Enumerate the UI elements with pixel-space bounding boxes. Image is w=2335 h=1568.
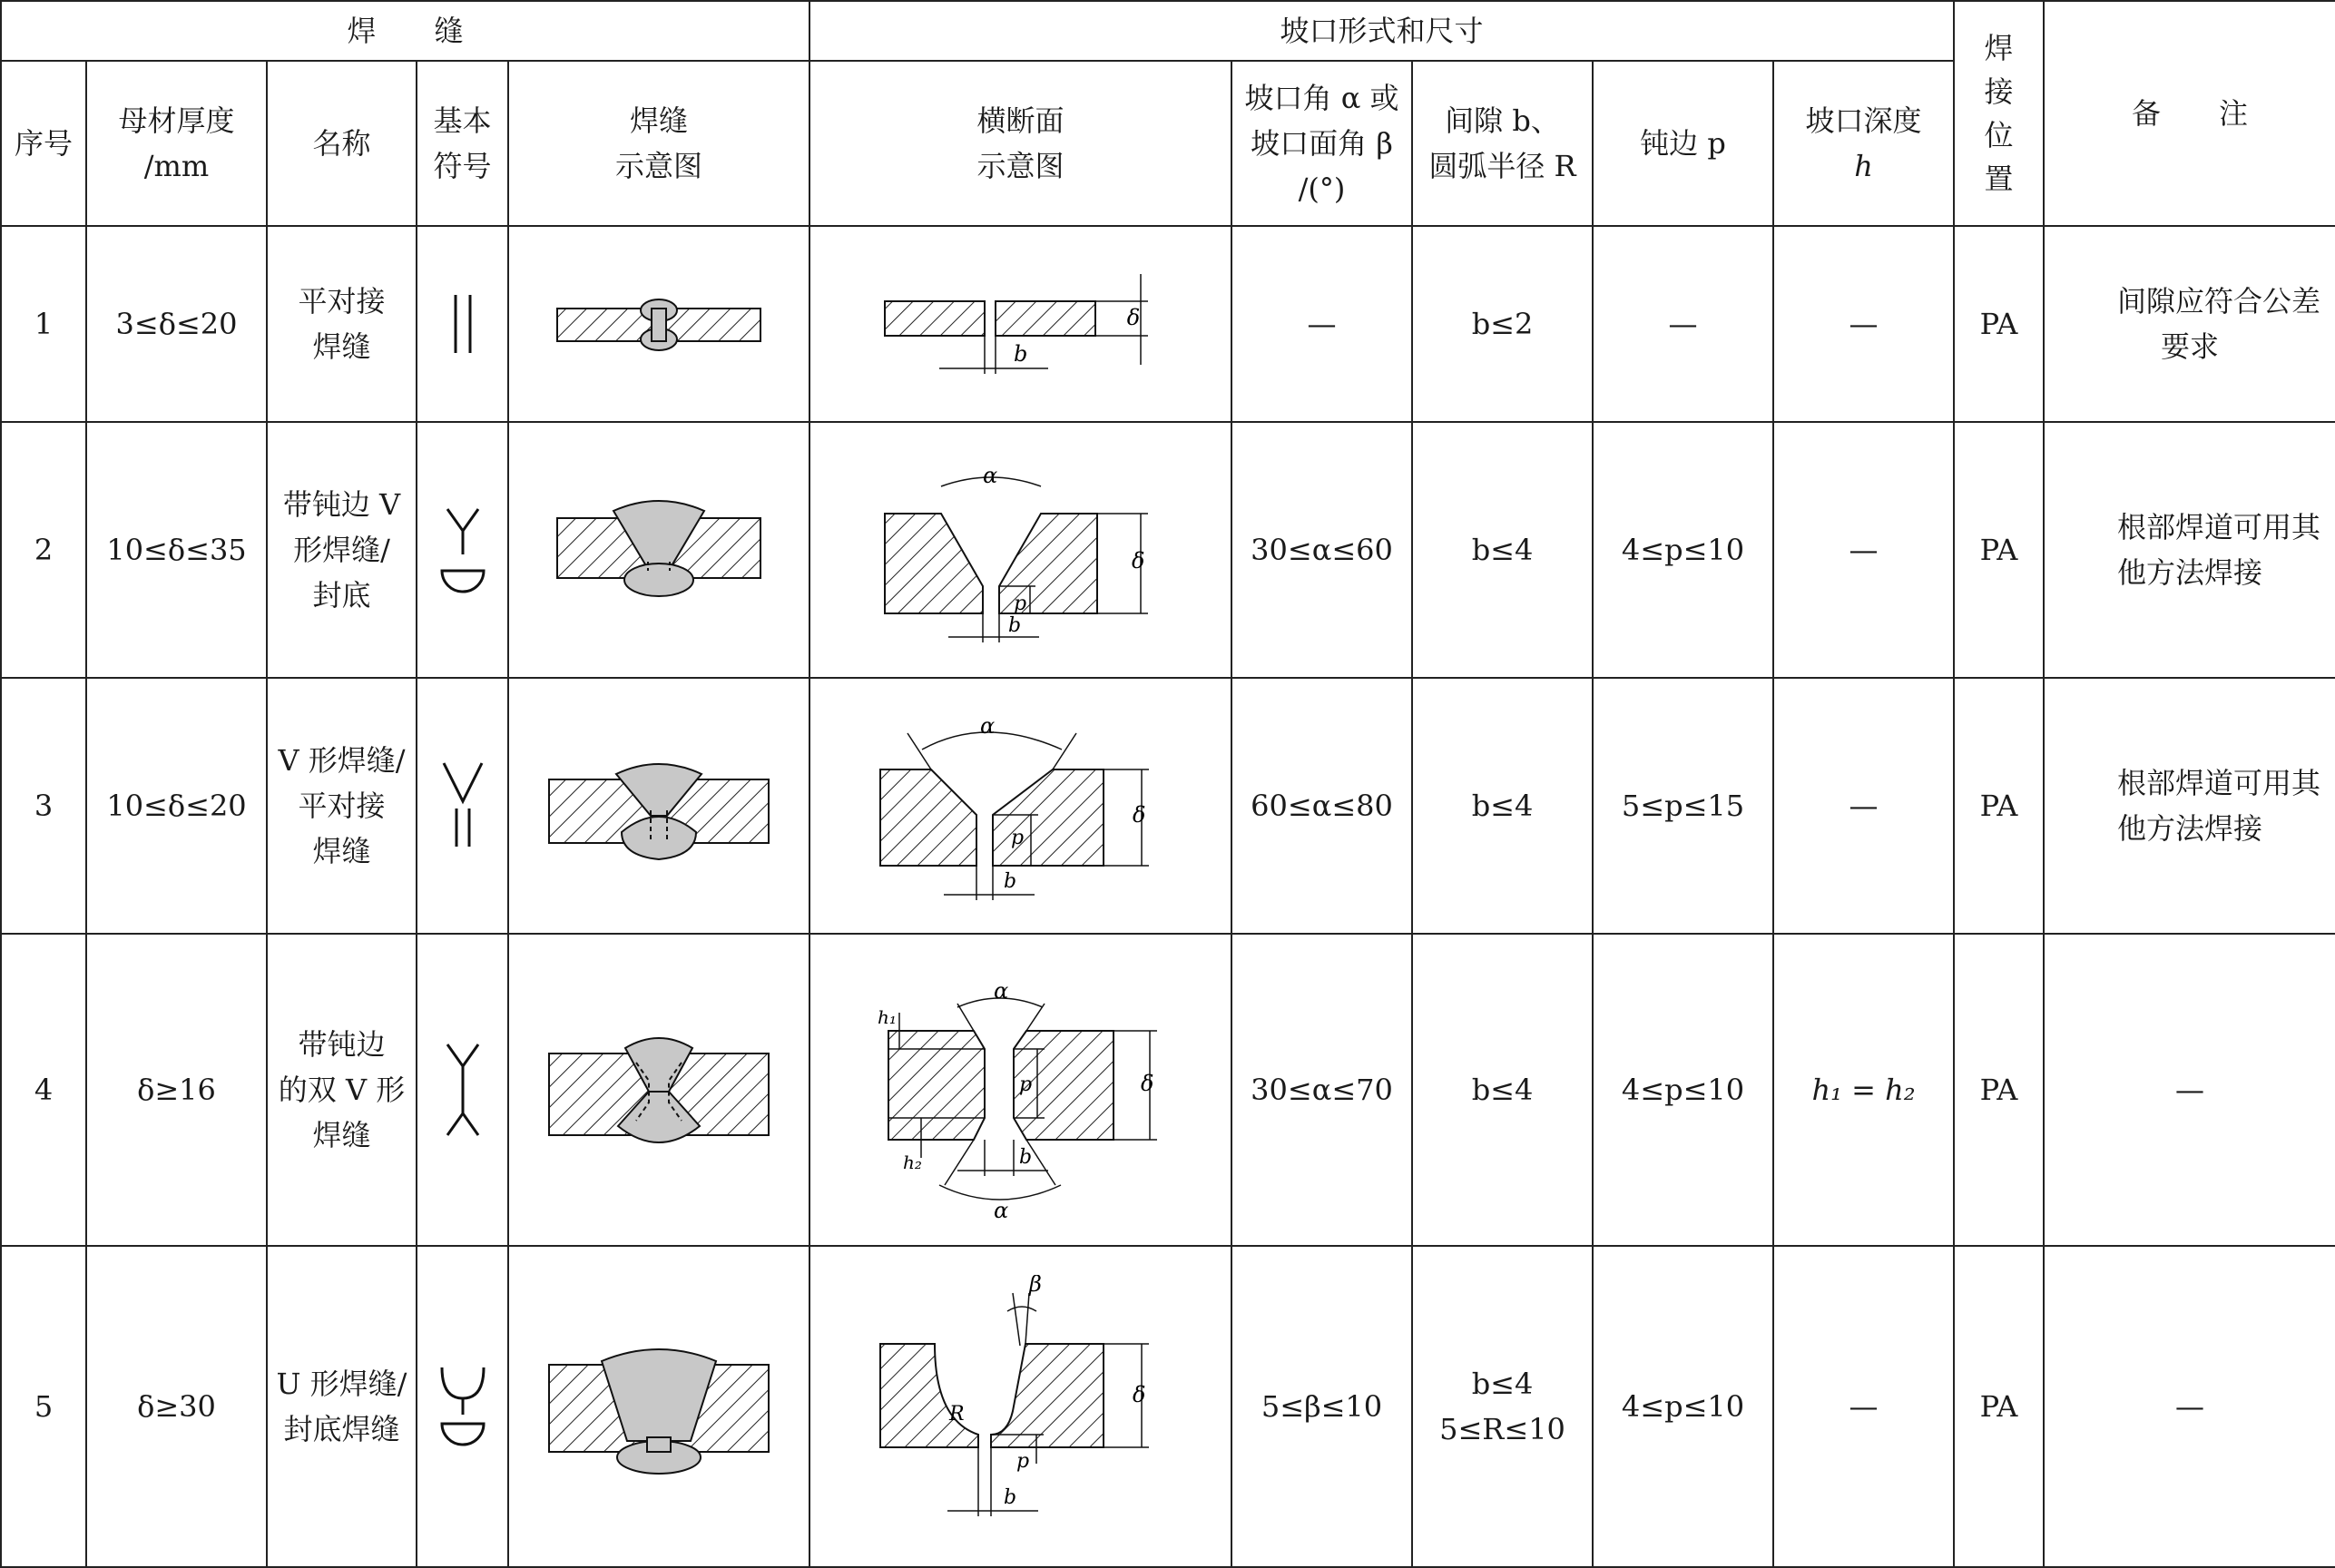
label-delta: δ — [1132, 1382, 1145, 1407]
header-seq: 序号 — [1, 61, 86, 226]
thickness-cell: 3≤δ≤20 — [86, 226, 267, 422]
land-cell: 4≤p≤10 — [1593, 934, 1773, 1246]
symbol-cell — [417, 678, 508, 934]
weld-sketch-cell — [508, 1246, 809, 1567]
weld-sketch-cell — [508, 226, 809, 422]
cross-section-5 — [871, 1275, 1171, 1538]
header-land: 钝边 p — [1593, 61, 1773, 226]
header-name: 名称 — [267, 61, 417, 226]
table-row — [1, 226, 2335, 422]
label-beta: β — [1028, 1275, 1042, 1297]
label-b: b — [1003, 1486, 1016, 1509]
name-cell: 带钝边 的双 V 形 焊缝 — [267, 934, 417, 1246]
weld-sketch-cell — [508, 678, 809, 934]
cross-section-cell — [809, 226, 1231, 422]
remark-cell: 间隙应符合公差 要求 — [2044, 226, 2335, 422]
depth-cell: — — [1773, 422, 1954, 678]
label-p: p — [1015, 1450, 1029, 1473]
label-b: b — [1018, 1146, 1032, 1169]
weld-sketch-cell — [508, 934, 809, 1246]
angle-cell: 5≤β≤10 — [1231, 1246, 1412, 1567]
header-position: 焊接位置 — [1954, 1, 2044, 226]
label-h1: h₁ — [877, 1006, 897, 1028]
position-cell: PA — [1954, 422, 2044, 678]
seq-cell: 2 — [1, 422, 86, 678]
header-angle: 坡口角 α 或 坡口面角 β /(°) — [1231, 61, 1412, 226]
label-alpha-lower: α — [993, 1198, 1008, 1221]
label-p: p — [1018, 1073, 1032, 1096]
label-b: b — [1007, 614, 1021, 637]
depth-cell: h₁ = h₂ — [1773, 934, 1954, 1246]
position-cell: PA — [1954, 678, 2044, 934]
symbol-cell — [417, 422, 508, 678]
cross-section-cell — [809, 934, 1231, 1246]
table-row — [1, 1246, 2335, 1567]
name-cell: U 形焊缝/ 封底焊缝 — [267, 1246, 417, 1567]
header-symbol: 基本 符号 — [417, 61, 508, 226]
position-cell: PA — [1954, 1246, 2044, 1567]
label-R: R — [948, 1403, 965, 1426]
cross-section-4 — [867, 958, 1175, 1221]
seq-cell: 3 — [1, 678, 86, 934]
seq-cell: 4 — [1, 934, 86, 1246]
header-groove-group: 坡口形式和尺寸 — [809, 1, 1954, 61]
angle-cell: — — [1231, 226, 1412, 422]
weld-sketch-3 — [545, 738, 772, 874]
label-alpha: α — [979, 713, 995, 739]
gap-cell: b≤4 5≤R≤10 — [1412, 1246, 1593, 1567]
square-butt-weld-symbol-icon — [436, 288, 490, 360]
header-weld-group: 焊 缝 — [1, 1, 809, 61]
symbol-cell — [417, 226, 508, 422]
land-cell: 5≤p≤15 — [1593, 678, 1773, 934]
symbol-cell — [417, 934, 508, 1246]
v-over-square-weld-symbol-icon — [431, 756, 495, 856]
label-delta: δ — [1131, 548, 1144, 573]
y-weld-with-backing-run-symbol-icon — [431, 500, 495, 600]
position-cell: PA — [1954, 226, 2044, 422]
u-weld-with-backing-run-symbol-icon — [431, 1357, 495, 1456]
label-alpha: α — [993, 978, 1008, 1004]
header-row-1 — [1, 1, 2335, 61]
weld-sketch-4 — [545, 1008, 772, 1171]
label-p: p — [1013, 593, 1026, 615]
label-p: p — [1010, 827, 1024, 849]
label-alpha: α — [982, 463, 997, 488]
header-section: 横断面 示意图 — [809, 61, 1231, 226]
land-cell: 4≤p≤10 — [1593, 422, 1773, 678]
name-cell: 平对接 焊缝 — [267, 226, 417, 422]
thickness-cell: δ≥16 — [86, 934, 267, 1246]
land-cell: 4≤p≤10 — [1593, 1246, 1773, 1567]
seq-cell: 1 — [1, 226, 86, 422]
angle-cell: 30≤α≤60 — [1231, 422, 1412, 678]
label-delta: δ — [1126, 305, 1140, 330]
depth-cell: — — [1773, 1246, 1954, 1567]
position-cell: PA — [1954, 934, 2044, 1246]
cross-section-cell — [809, 678, 1231, 934]
angle-cell: 60≤α≤80 — [1231, 678, 1412, 934]
angle-cell: 30≤α≤70 — [1231, 934, 1412, 1246]
gap-cell: b≤4 — [1412, 422, 1593, 678]
depth-cell: — — [1773, 678, 1954, 934]
header-depth: 坡口深度 h — [1773, 61, 1954, 226]
header-remark: 备 注 — [2044, 1, 2335, 226]
double-y-weld-symbol-icon — [431, 1035, 495, 1144]
label-b: b — [1013, 341, 1027, 367]
cross-section-3 — [871, 706, 1171, 906]
gap-cell: b≤2 — [1412, 226, 1593, 422]
table-row — [1, 934, 2335, 1246]
seq-cell: 5 — [1, 1246, 86, 1567]
header-sketch: 焊缝 示意图 — [508, 61, 809, 226]
symbol-cell — [417, 1246, 508, 1567]
remark-cell: 根部焊道可用其 他方法焊接 — [2044, 678, 2335, 934]
gap-cell: b≤4 — [1412, 678, 1593, 934]
cross-section-cell — [809, 1246, 1231, 1567]
label-h2: h₂ — [902, 1152, 922, 1173]
table-row — [1, 678, 2335, 934]
depth-cell: — — [1773, 226, 1954, 422]
weld-sketch-5 — [545, 1325, 772, 1488]
header-gap: 间隙 b、 圆弧半径 R — [1412, 61, 1593, 226]
header-thickness: 母材厚度 /mm — [86, 61, 267, 226]
land-cell: — — [1593, 226, 1773, 422]
name-cell: V 形焊缝/ 平对接 焊缝 — [267, 678, 417, 934]
weld-sketch-1 — [550, 283, 768, 365]
remark-cell: — — [2044, 1246, 2335, 1567]
cross-section-1 — [876, 256, 1166, 392]
cross-section-2 — [876, 450, 1166, 650]
label-delta: δ — [1132, 802, 1145, 828]
thickness-cell: 10≤δ≤20 — [86, 678, 267, 934]
weld-sketch-cell — [508, 422, 809, 678]
name-cell: 带钝边 V 形焊缝/ 封底 — [267, 422, 417, 678]
cross-section-cell — [809, 422, 1231, 678]
gap-cell: b≤4 — [1412, 934, 1593, 1246]
table-row — [1, 422, 2335, 678]
weld-sketch-2 — [550, 482, 768, 618]
remark-cell: — — [2044, 934, 2335, 1246]
thickness-cell: 10≤δ≤35 — [86, 422, 267, 678]
remark-cell: 根部焊道可用其 他方法焊接 — [2044, 422, 2335, 678]
label-delta: δ — [1140, 1071, 1153, 1096]
label-b: b — [1003, 870, 1016, 893]
thickness-cell: δ≥30 — [86, 1246, 267, 1567]
